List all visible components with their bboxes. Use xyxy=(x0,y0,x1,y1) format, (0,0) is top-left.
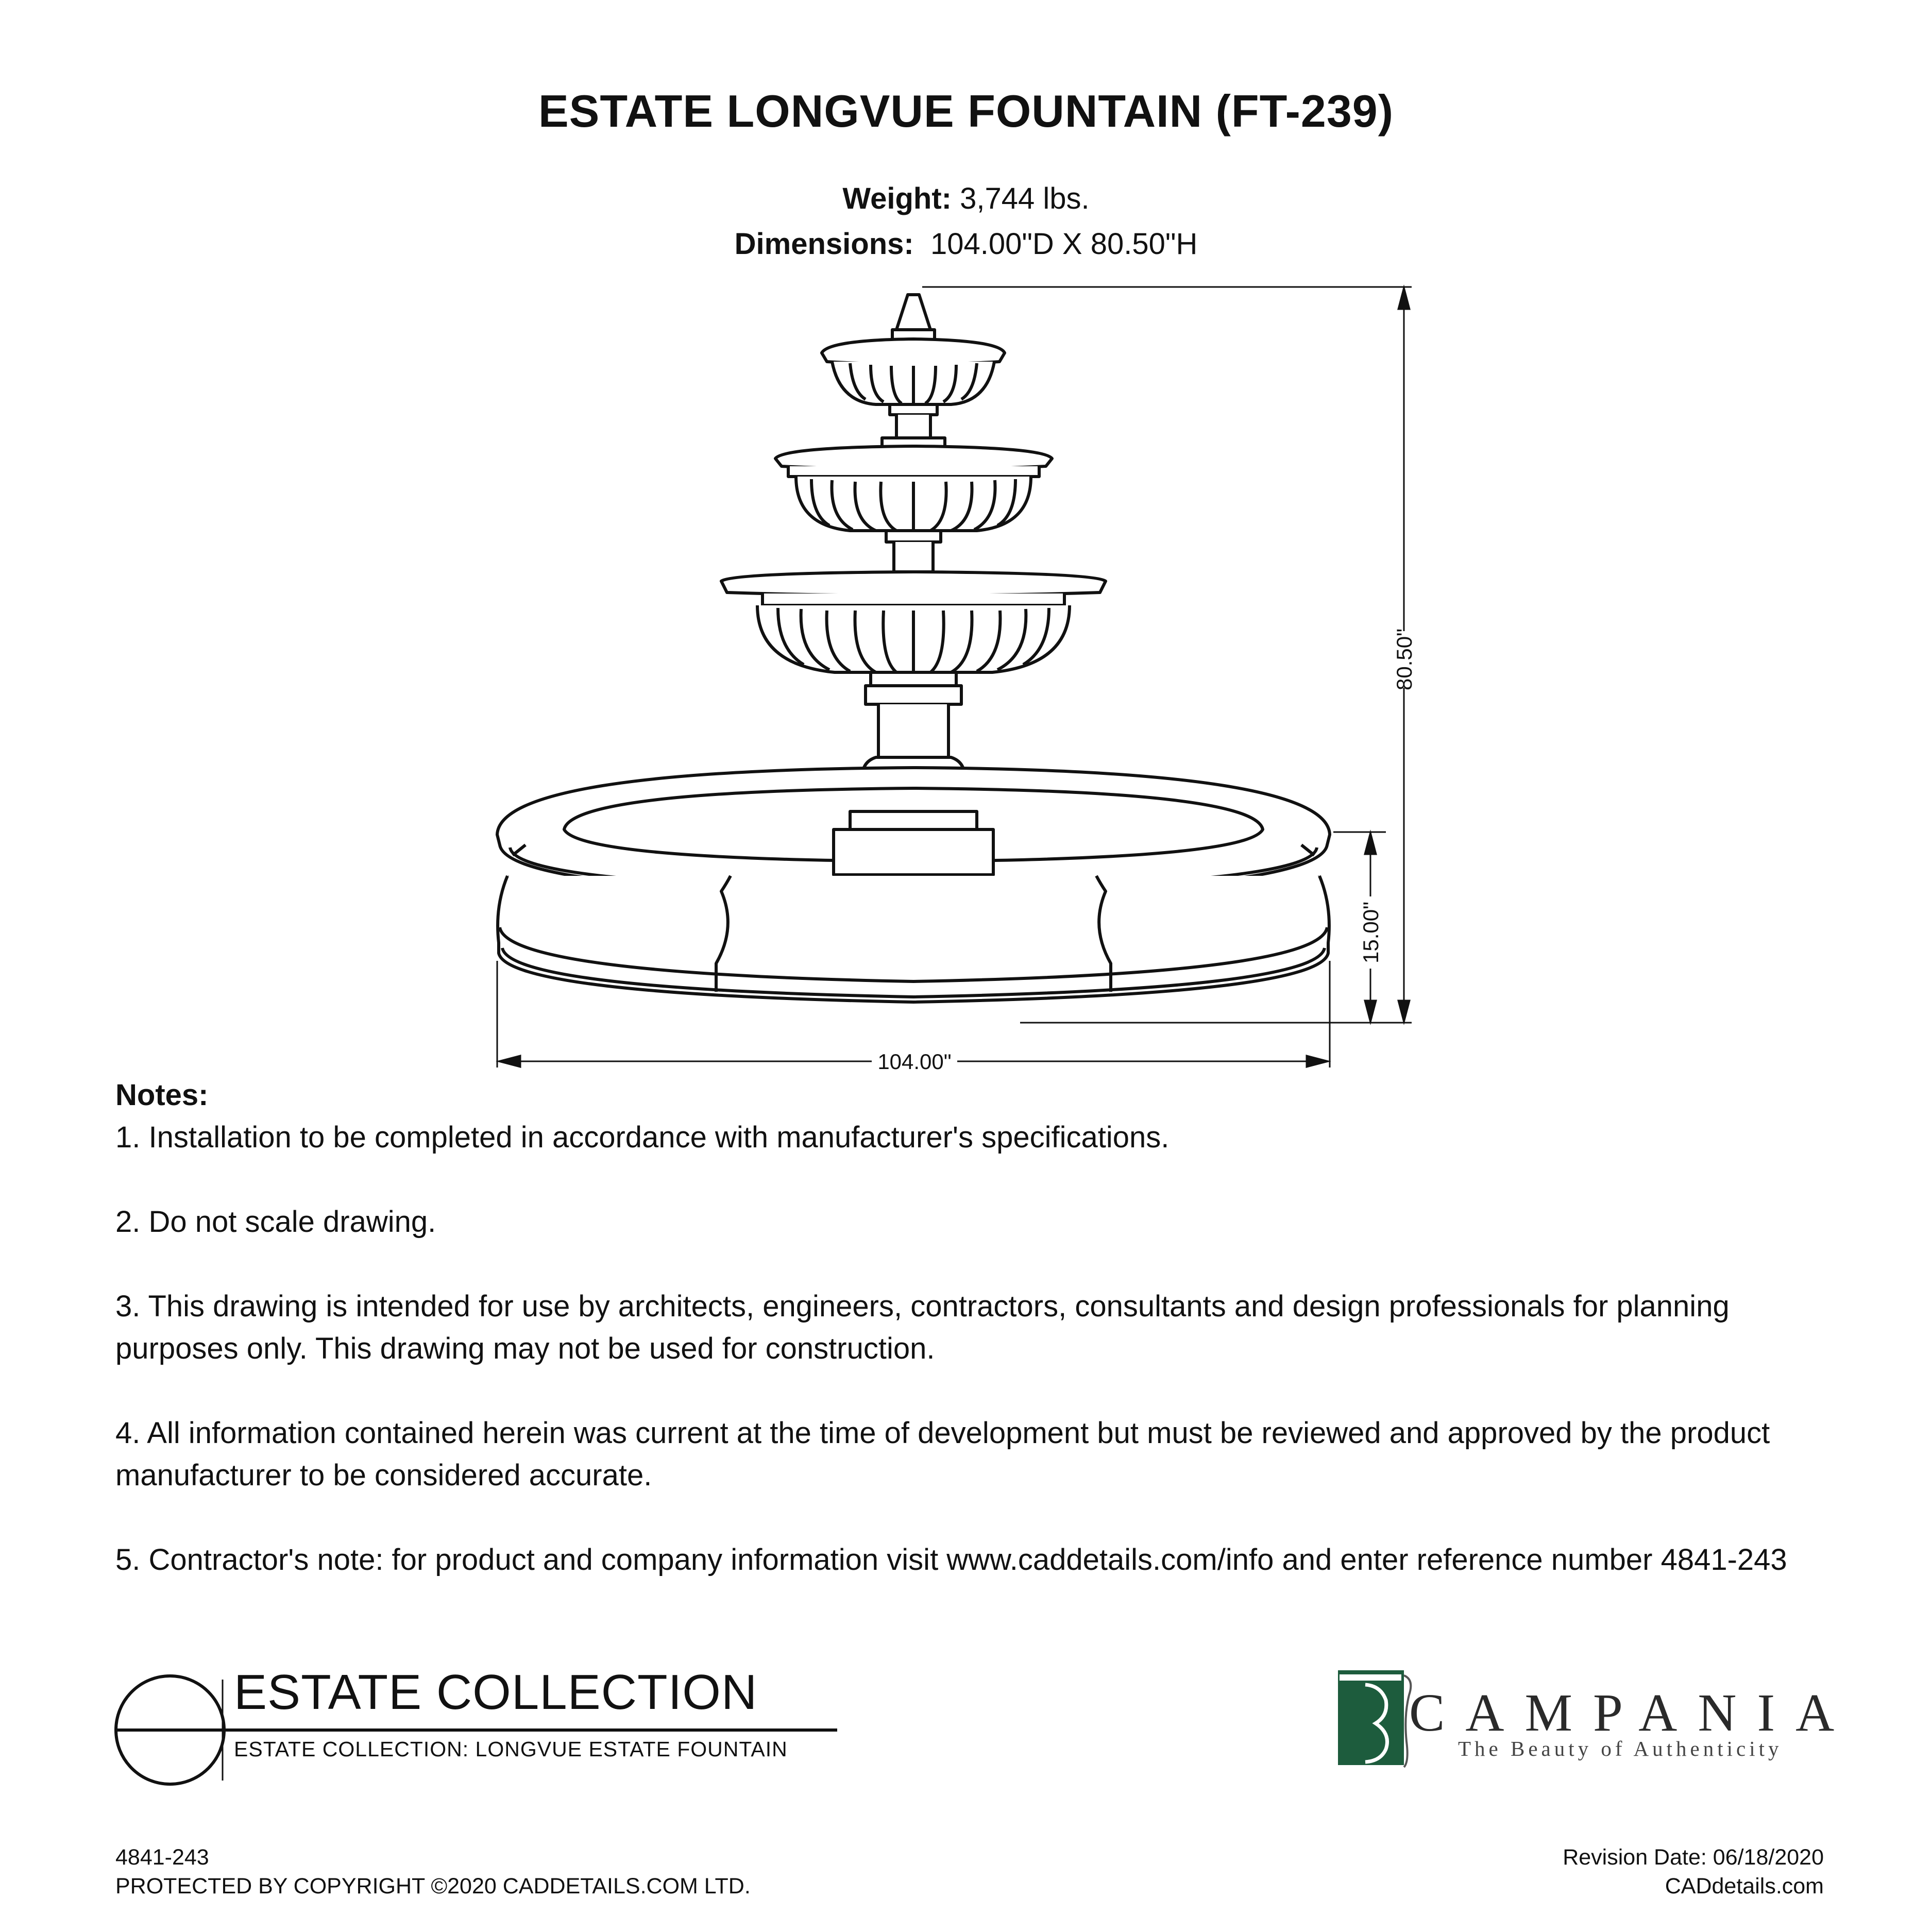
note-item: 2. Do not scale drawing. xyxy=(115,1205,436,1239)
note-item: 4. All information contained herein was current at the time of development but must be reviewed and approved by the product manufacturer to be considered accurate. xyxy=(115,1416,1770,1492)
note-item: 1. Installation to be completed in accordance with manufacturer's specifications. xyxy=(115,1121,1170,1154)
footer-right xyxy=(1563,1843,1824,1901)
note-item: 3. This drawing is intended for use by architects, engineers, contractors, consultants and design professionals for planning purposes only. This drawing may not be used for construction. xyxy=(115,1290,1730,1365)
campania-logo-icon xyxy=(1338,1670,1411,1767)
dimensions-value: 104.00"D X 80.50"H xyxy=(930,227,1198,261)
note-item: 5. Contractor's note: for product and company information visit www.caddetails.com/info and enter reference number 4841-243 xyxy=(115,1543,1787,1577)
copyright-notice: PROTECTED BY COPYRIGHT ©2020 CADDETAILS.COM LTD. xyxy=(115,1874,751,1899)
weight-label: Weight: xyxy=(842,182,952,215)
notes-heading: Notes: xyxy=(115,1078,209,1112)
basin-height-dimension-label: 15.00" xyxy=(1359,901,1383,964)
site-link[interactable]: CADdetails.com xyxy=(1665,1874,1824,1899)
revision-date: Revision Date: 06/18/2020 xyxy=(1563,1845,1824,1870)
brand-name: CAMPANIA xyxy=(1409,1683,1855,1742)
brand-tagline: The Beauty of Authenticity xyxy=(1458,1737,1783,1760)
dimensions-label: Dimensions: xyxy=(734,227,914,261)
height-dimension-label: 80.50" xyxy=(1392,628,1416,691)
collection-title: ESTATE COLLECTION xyxy=(234,1665,758,1720)
diameter-dimension-label: 104.00" xyxy=(877,1049,952,1074)
collection-subtitle: ESTATE COLLECTION: LONGVUE ESTATE FOUNTAIN xyxy=(234,1737,788,1761)
weight-value: 3,744 lbs. xyxy=(960,182,1090,215)
reference-number: 4841-243 xyxy=(115,1845,209,1870)
footer-left xyxy=(115,1843,751,1901)
page-title: ESTATE LONGVUE FOUNTAIN (FT-239) xyxy=(538,86,1394,137)
